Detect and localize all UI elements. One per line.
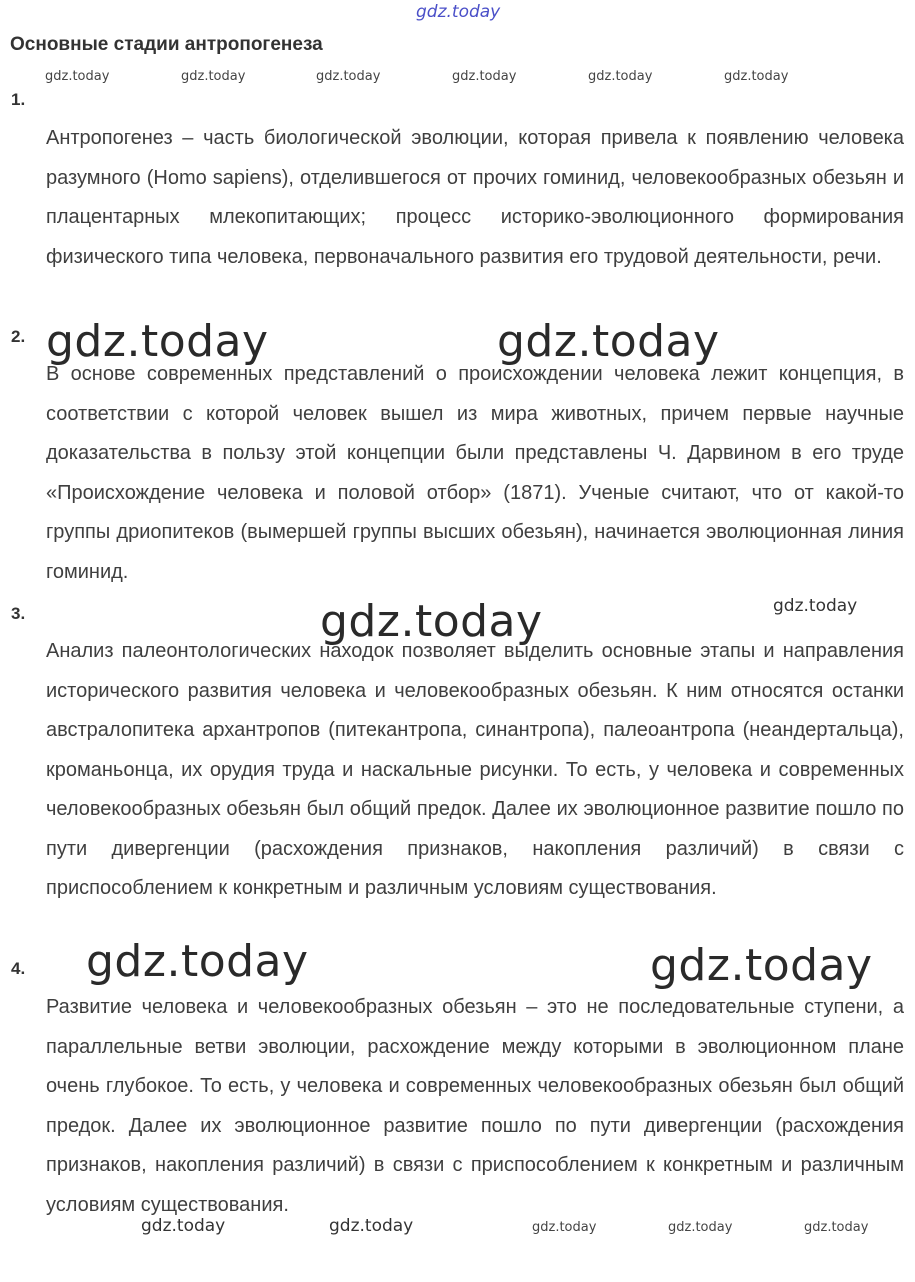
watermark-large: gdz.today bbox=[320, 596, 543, 647]
watermark-large: gdz.today bbox=[497, 316, 720, 367]
item-number: 1. bbox=[11, 90, 26, 109]
item-text: Антропогенез – часть биологической эволюции, которая привела к появлению человека разумного (Homo sapiens), отделившегося от прочих гоминид, человекообразных обезьян и плацентарных млекопитающих; процесс историко-эволюционного формирования физического типа человека, первоначального развития его трудовой деятельности, речи. bbox=[46, 127, 904, 268]
watermark-small: gdz.today bbox=[724, 69, 789, 84]
page-title: Основные стадии антропогенеза bbox=[10, 34, 323, 55]
watermark-large: gdz.today bbox=[46, 316, 269, 367]
watermark-small: gdz.today bbox=[532, 1220, 597, 1235]
item-text: Развитие человека и человекообразных обезьян – это не последовательные ступени, а параллельные ветви эволюции, расхождение между которыми в эволюционном плане очень глубокое. То есть, у человека и современных человекообразных обезьян был общий предок. Далее их эволюционное развитие пошло по пути дивергенции (расхождения признаков, накопления различий) в связи с приспособлением к конкретным и различным условиям существования. bbox=[46, 996, 904, 1216]
watermark-medium: gdz.today bbox=[141, 1216, 226, 1236]
item-text: Анализ палеонтологических находок позволяет выделить основные этапы и направления исторического развития человека и человекообразных обезьян. К ним относятся останки австралопитека архантропов (питекантропа, синантропа), палеоантропа (неандертальца), кроманьонца, их орудия труда и наскальные рисунки. То есть, у человека и современных человекообразных обезьян был общий предок. Далее их эволюционное развитие пошло по пути дивергенции (расхождения признаков, накопления различий) в связи с приспособлением к конкретным и различным условиям существования. bbox=[46, 640, 904, 899]
item-text: В основе современных представлений о происхождении человека лежит концепция, в соответствии с которой человек вышел из мира животных, причем первые научные доказательства в пользу этой концепции были представлены Ч. Дарвином в его труде «Происхождение человека и половой отбор» (1871). Ученые считают, что от какой-то группы дриопитеков (вымершей группы высших обезьян), начинается эволюционная линия гоминид. bbox=[46, 363, 904, 583]
item-number: 2. bbox=[11, 327, 26, 346]
watermark-small: gdz.today bbox=[316, 69, 381, 84]
watermark-small: gdz.today bbox=[181, 69, 246, 84]
watermark-small: gdz.today bbox=[668, 1220, 733, 1235]
watermark-small: gdz.today bbox=[45, 69, 110, 84]
item-number: 3. bbox=[11, 604, 26, 623]
watermark-large: gdz.today bbox=[86, 936, 309, 987]
watermark-large: gdz.today bbox=[650, 940, 873, 991]
watermark-top: gdz.today bbox=[416, 2, 501, 22]
item-number: 4. bbox=[11, 959, 26, 978]
watermark-small: gdz.today bbox=[804, 1220, 869, 1235]
watermark-medium: gdz.today bbox=[329, 1216, 414, 1236]
watermark-small: gdz.today bbox=[452, 69, 517, 84]
watermark-medium: gdz.today bbox=[773, 596, 858, 616]
watermark-small: gdz.today bbox=[588, 69, 653, 84]
